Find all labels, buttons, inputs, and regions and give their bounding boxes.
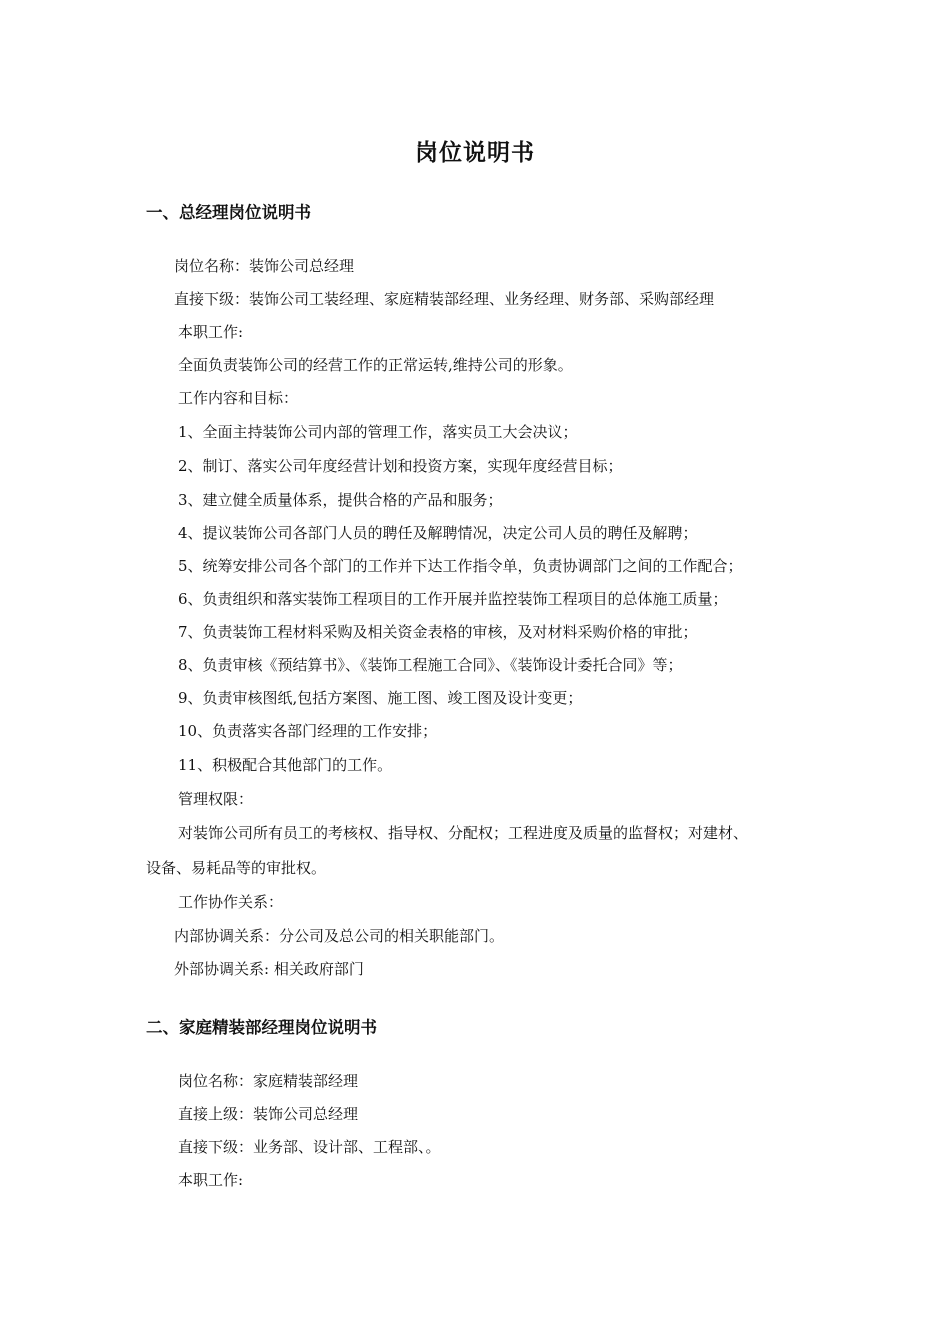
s2-subordinates: 直接下级：业务部、设计部、工程部、。 bbox=[178, 1138, 441, 1156]
s1-item: 4、提议装饰公司各部门人员的聘任及解聘情况，决定公司人员的聘任及解聘； bbox=[178, 524, 698, 542]
s1-duty-label: 本职工作: bbox=[178, 323, 244, 341]
s1-item: 7、负责装饰工程材料采购及相关资金表格的审核，及对材料采购价格的审批； bbox=[178, 623, 698, 641]
document-title: 岗位说明书 bbox=[415, 140, 535, 166]
section-2-heading: 二、家庭精装部经理岗位说明书 bbox=[146, 1018, 377, 1037]
s1-item: 11、积极配合其他部门的工作。 bbox=[178, 756, 393, 774]
s1-position-name: 岗位名称：装饰公司总经理 bbox=[174, 257, 355, 275]
s1-goals-label: 工作内容和目标： bbox=[178, 389, 299, 407]
s2-superior: 直接上级：装饰公司总经理 bbox=[178, 1105, 359, 1123]
s1-authority-label: 管理权限： bbox=[178, 790, 254, 808]
s1-item: 9、负责审核图纸,包括方案图、施工图、竣工图及设计变更； bbox=[178, 689, 583, 707]
s1-item: 5、统筹安排公司各个部门的工作并下达工作指令单，负责协调部门之间的工作配合； bbox=[178, 557, 743, 575]
s1-item: 3、建立健全质量体系，提供合格的产品和服务； bbox=[178, 491, 503, 509]
s1-duty-text: 全面负责装饰公司的经营工作的正常运转,维持公司的形象。 bbox=[178, 356, 573, 374]
s2-duty-label: 本职工作: bbox=[178, 1171, 244, 1189]
s1-internal-relations: 内部协调关系：分公司及总公司的相关职能部门。 bbox=[174, 927, 505, 945]
s1-authority-text-1: 对装饰公司所有员工的考核权、指导权、分配权；工程进度及质量的监督权；对建材、 bbox=[178, 824, 749, 842]
s1-item: 8、负责审核《预结算书》、《装饰工程施工合同》、《装饰设计委托合同》等； bbox=[178, 656, 683, 674]
s1-item: 6、负责组织和落实装饰工程项目的工作开展并监控装饰工程项目的总体施工质量； bbox=[178, 590, 728, 608]
section-1-heading: 一、总经理岗位说明书 bbox=[146, 203, 311, 222]
s1-item: 2、制订、落实公司年度经营计划和投资方案，实现年度经营目标； bbox=[178, 457, 623, 475]
s1-item: 10、负责落实各部门经理的工作安排； bbox=[178, 722, 438, 740]
s2-position-name: 岗位名称：家庭精装部经理 bbox=[178, 1072, 359, 1090]
s1-item: 1、全面主持装饰公司内部的管理工作，落实员工大会决议； bbox=[178, 423, 578, 441]
s1-relations-label: 工作协作关系： bbox=[178, 893, 284, 911]
s1-external-relations: 外部协调关系: 相关政府部门 bbox=[174, 960, 364, 978]
s1-subordinates: 直接下级：装饰公司工装经理、家庭精装部经理、业务经理、财务部、采购部经理 bbox=[174, 290, 715, 308]
s1-authority-text-2: 设备、易耗品等的审批权。 bbox=[146, 859, 327, 877]
